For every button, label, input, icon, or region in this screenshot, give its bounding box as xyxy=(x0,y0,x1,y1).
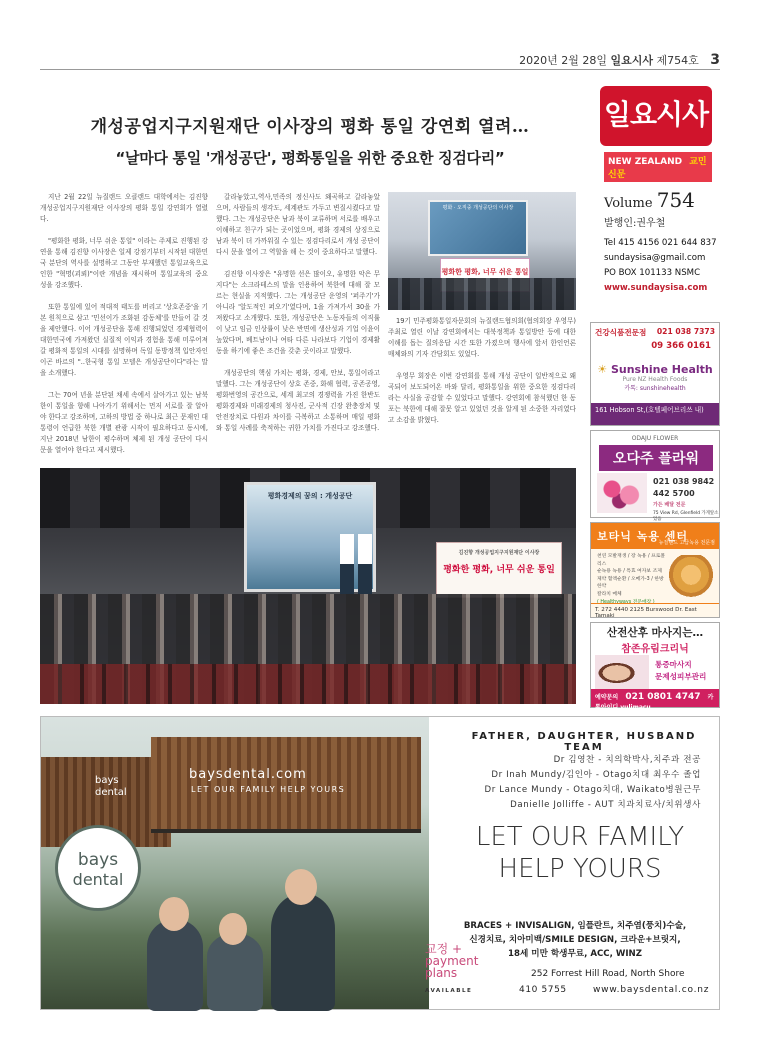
paper-name: 일요시사 xyxy=(610,54,653,67)
contact-po-box: PO BOX 101133 NSMC xyxy=(604,268,701,278)
doctor-item: Dr Lance Mundy - Otago치대, Waikato병원근무 xyxy=(484,785,701,795)
page-number: 3 xyxy=(710,52,720,68)
ad-phone: 021 038 7373 xyxy=(656,327,715,336)
article-column-3 xyxy=(388,316,576,437)
issue-number: 제754호 xyxy=(656,54,699,67)
ad-bays-dental[interactable] xyxy=(40,716,720,1010)
paragraph: 지난 2월 22일 뉴질랜드 오클랜드 대학에서는 김진향 개성공업지구지원재단 이사장의 평화 통일 강연회가 열렸다. xyxy=(40,193,208,223)
seats xyxy=(40,664,576,704)
article-subhead: “날마다 통일 '개성공단', 평화통일을 위한 중요한 징검다리” xyxy=(115,149,505,167)
event-banner: 김진향 개성공업지구지원재단 이사장 평화한 평화, 너무 쉬운 통일 xyxy=(436,542,562,598)
massage-image xyxy=(595,655,649,691)
article-column-1 xyxy=(40,192,208,489)
projection-screen: 평화경제의 꿈의 : 개성공단 xyxy=(244,482,376,592)
ad-en-name: ODAJU FLOWER xyxy=(631,435,679,442)
speakers-group xyxy=(388,278,576,310)
ad-address: 75 View Rd, Glenfield 가게앞소 있음 xyxy=(653,511,719,522)
volume-number: 754 xyxy=(656,188,695,212)
ad-title: 산전산후 마사지는… xyxy=(606,627,704,639)
dental-website[interactable]: www.baysdental.co.nz xyxy=(593,985,710,995)
ad-service: 통증마사지 xyxy=(655,660,692,669)
dental-slogan: LET OUR FAMILY HELP YOURS xyxy=(475,822,685,884)
ad-spa-clinic[interactable] xyxy=(590,622,720,711)
paragraph: 김진향 이사장은 "유명한 선은 많이오, 유명한 악은 무지다"는 소크라테스의 말을 인용하여 북한에 대해 잘 모르는 현실을 지적했다. 그는 개성공단 운영의 '퍼주기'가 아니라 '알도적인 퍼오기'였다며, 1을 가져가서 30을 가져왔다고 소개했다. 또한, 개성공단은 노동자들의 이직률이 낮고 임금 인상률이 낮은 반면에 생산성과 기업 이윤이 높았다며, 베트남이나 여타 다른 나라보다 기업이 경제활동을 하기에 좋은 조건을 갖춘 곳이라고 말했다. xyxy=(216,270,380,355)
sun-icon: ☀ xyxy=(597,363,608,376)
ad-title: 보타닉 녹용 센터 xyxy=(597,530,689,543)
doctor-item: Dr Inah Mundy/김인아 - Otago치대 최우수 졸업 xyxy=(491,770,701,780)
logo-sub-kr: 교민신문 xyxy=(608,157,707,180)
dental-address: 252 Forrest Hill Road, North Shore xyxy=(531,969,685,979)
dental-services: BRACES + INVISALIGN, 임플란트, 치주염(풍치)수술, 신경치료, 치아미백/SMILE DESIGN, 크라운+브릿지, 18세 미만 학생무료, ACC, WINZ xyxy=(463,921,687,959)
ad-phone: 09 366 0161 xyxy=(651,341,711,351)
ad-subtitle: 참존유림크리닉 xyxy=(621,644,689,655)
paragraph: 그는 70여 년을 분단된 채세 속에서 살아가고 있는 남북한이 통일을 향해 나아가기 위해서는 먼저 서로를 잘 알아야 한다고 강조하며, 고하의 방법 중 하나로 최근 문재인 대통령이 언급한 북한 개별 관광 시작이 필요하다고 동시에, 지난 2018년 남한이 평수하며 체제 된 개성 공단이 다시 문을 열어야 한다고 제시했다. xyxy=(40,391,208,454)
paragraph: 우영무 회장은 이번 강연회를 통해 개성 공단이 일반적으로 왜곡되어 보도되어온 바와 달리, 평화통일을 위한 중요한 징검다리라는 사실을 공감할 수 있었다고 말했다. 강연회에 참석했던 한 동포는 북한에 대해 잘못 알고 있었던 것을 알게 된 소중한 자리였다고 소감을 밝혔다. xyxy=(388,372,576,424)
ad-subtitle: 뉴질랜드 고급녹용 전문점 xyxy=(658,540,715,546)
ad-phone: 021 038 9842 xyxy=(653,477,715,486)
ad-sunshine-health[interactable] xyxy=(590,322,720,426)
contact-tel: Tel 415 4156 021 644 837 xyxy=(604,238,717,248)
flag-icon xyxy=(340,534,354,594)
building-sign-url: baysdental.com xyxy=(189,767,307,782)
logo-mark: 일요시사 xyxy=(600,86,712,146)
ad-product-list: 천연 모발재생 / 장 녹용 / 프로폴리스 순녹용 녹용 / 특효 여자보 조제 제약 혈액순환 / 오메가-3 / 한방 한약 칼라치 매체 ( Healthyways 전문매장 ) xyxy=(597,554,665,605)
ad-footer: 예약문의 021 0801 4747 카톡아이디 yulimacu xyxy=(591,689,719,707)
ad-address: 161 Hobson St,(호텔페어브리쓰 내) xyxy=(591,403,719,425)
dental-building-photo xyxy=(41,717,429,1009)
bays-dental-logo: bays dental xyxy=(55,825,141,911)
ad-brand: 오다주 플라워 xyxy=(599,445,713,471)
article-headline: 개성공업지구지원재단 이사장의 평화 통일 강연회 열려… xyxy=(90,117,530,137)
lecture-hall-photo xyxy=(40,468,576,704)
publisher: 발행인:권우철 xyxy=(604,218,666,229)
team-heading: FATHER, DAUGHTER, HUSBAND TEAM xyxy=(471,731,697,753)
ad-service: 문제성피부관리 xyxy=(655,672,707,681)
doctor-list xyxy=(485,753,701,813)
ad-note: 가든 배달 전문 xyxy=(653,502,686,508)
contact-block xyxy=(604,236,717,296)
dental-tel: 410 5755 xyxy=(519,985,567,995)
ad-title: 건강식품전문점 xyxy=(595,328,647,337)
paragraph: "평화한 평화, 너무 쉬운 통일" 이라는 주제로 진행된 강연을 통해 김진향 이사장은 일제 강점기부터 시작된 대한민국 분단의 역사를 설명하고 그동안 부재했던 통일교육으로 인한 "혁명(괴뢰)"이란 개념을 재시하며 통일교육의 중요성을 강조했다. xyxy=(40,237,208,289)
building-sign-tag: LET OUR FAMILY HELP YOURS xyxy=(191,785,346,794)
ad-footer: T. 272 4440 2125 Burswood Dr. East Tamaki xyxy=(591,603,719,617)
issue-date: 2020년 2월 28일 xyxy=(519,54,607,67)
doctor-item: Dr 김영찬 - 치의학박사,치주과 전공 xyxy=(553,755,701,765)
paragraph: 19기 민주평화통일자문회의 뉴질랜드협의회(협의회장 우영무) 주최로 열린 이날 강연회에서는 대북정책과 통일방안 등에 대한 이해를 돕는 질의응답 시간 또한 가졌으며 행사에 앞서 한인언론매체와의 기자 간담회도 있었다. xyxy=(388,317,576,358)
article-column-2 xyxy=(216,192,380,445)
dentist-team xyxy=(137,863,377,1011)
contact-website[interactable]: www.sundaysisa.com xyxy=(604,283,708,293)
ad-botanic-deer-antler[interactable] xyxy=(590,522,720,618)
contact-email[interactable]: sundaysisa@gmail.com xyxy=(604,253,706,263)
ad-odaju-flower[interactable] xyxy=(590,430,720,522)
event-banner: 평화한 평화, 너무 쉬운 통일 xyxy=(440,258,530,292)
product-image xyxy=(669,555,713,599)
flag-icon xyxy=(358,534,372,594)
volume-label: Volume xyxy=(604,196,653,211)
paragraph: 또한 통일에 있어 적대적 태도를 버리고 '상호존중'을 기본 원칙으로 삼고 '민선이가 조화된 감동체'를 만들어 갈 것을 제안했다. 이어 개성공단을 통해 진행되었던 경제협력이 대한민국에 가져왔던 실질적 이익과 경험을 통해 미루어져갈 평화적 통일의 시대를 설명하며 독일 동방정책 입안자인 이곤 바르의 "..한국형 통일 모델은 개성공단이다"라는 말을 소개했다. xyxy=(40,303,208,377)
ad-phone: 021 0801 4747 xyxy=(625,692,701,702)
logo-sub-en: NEW ZEALAND xyxy=(608,157,683,167)
flower-icon xyxy=(597,473,647,513)
ad-phone: 442 5700 xyxy=(653,489,695,498)
masthead xyxy=(40,48,720,70)
lecture-photo-stage xyxy=(388,192,576,310)
newspaper-logo xyxy=(592,82,720,188)
payment-plans: 교정 + payment plans AVAILABLE xyxy=(425,942,479,994)
building-sign: bays dental xyxy=(95,775,127,798)
paragraph: 개성공단의 핵심 가치는 평화, 경제, 안보, 통일이라고 말했다. 그는 개성공단이 상호 존중, 화해 협력, 공존공영, 평화번영의 공간으로, 세계 최고의 경쟁력을 가진 한반도 평화경제와 미래경제의 청사진, 군사적 긴장 완충장치 및 안전장치로 다원과 차이를 극복하고 소통하며 매일 평화와 통일 사례를 축적하는 귀한 가치를 가진다고 강조했다. xyxy=(216,369,380,432)
doctor-item: Danielle Jolliffe - AUT 치과치료사/치위생사 xyxy=(510,800,701,810)
projection-screen: 평화 · 오직중 개성공단의 이사장 xyxy=(428,200,528,256)
paragraph: 갈라놓았고,역사,민족의 정신사도 왜곡하고 갈라놓았으며, 사람들의 생각도, 세계관도 가두고 변질시켰다고 말했다. 그는 개성공단은 남과 북이 교류하며 서로를 배우고 이해하고 친구가 되는 곳이었으며, 평화 경제의 상징으로 남과 북이 더 가까워질 수 있는 징검다리로서 개성 공단이 다시 문을 열어 그 역할을 해 는 것이 중요하다고 말했다. xyxy=(216,193,380,256)
ad-brand: ☀ Sunshine Health Pure NZ Health Foods 카톡: sunshinehealth xyxy=(597,363,713,392)
